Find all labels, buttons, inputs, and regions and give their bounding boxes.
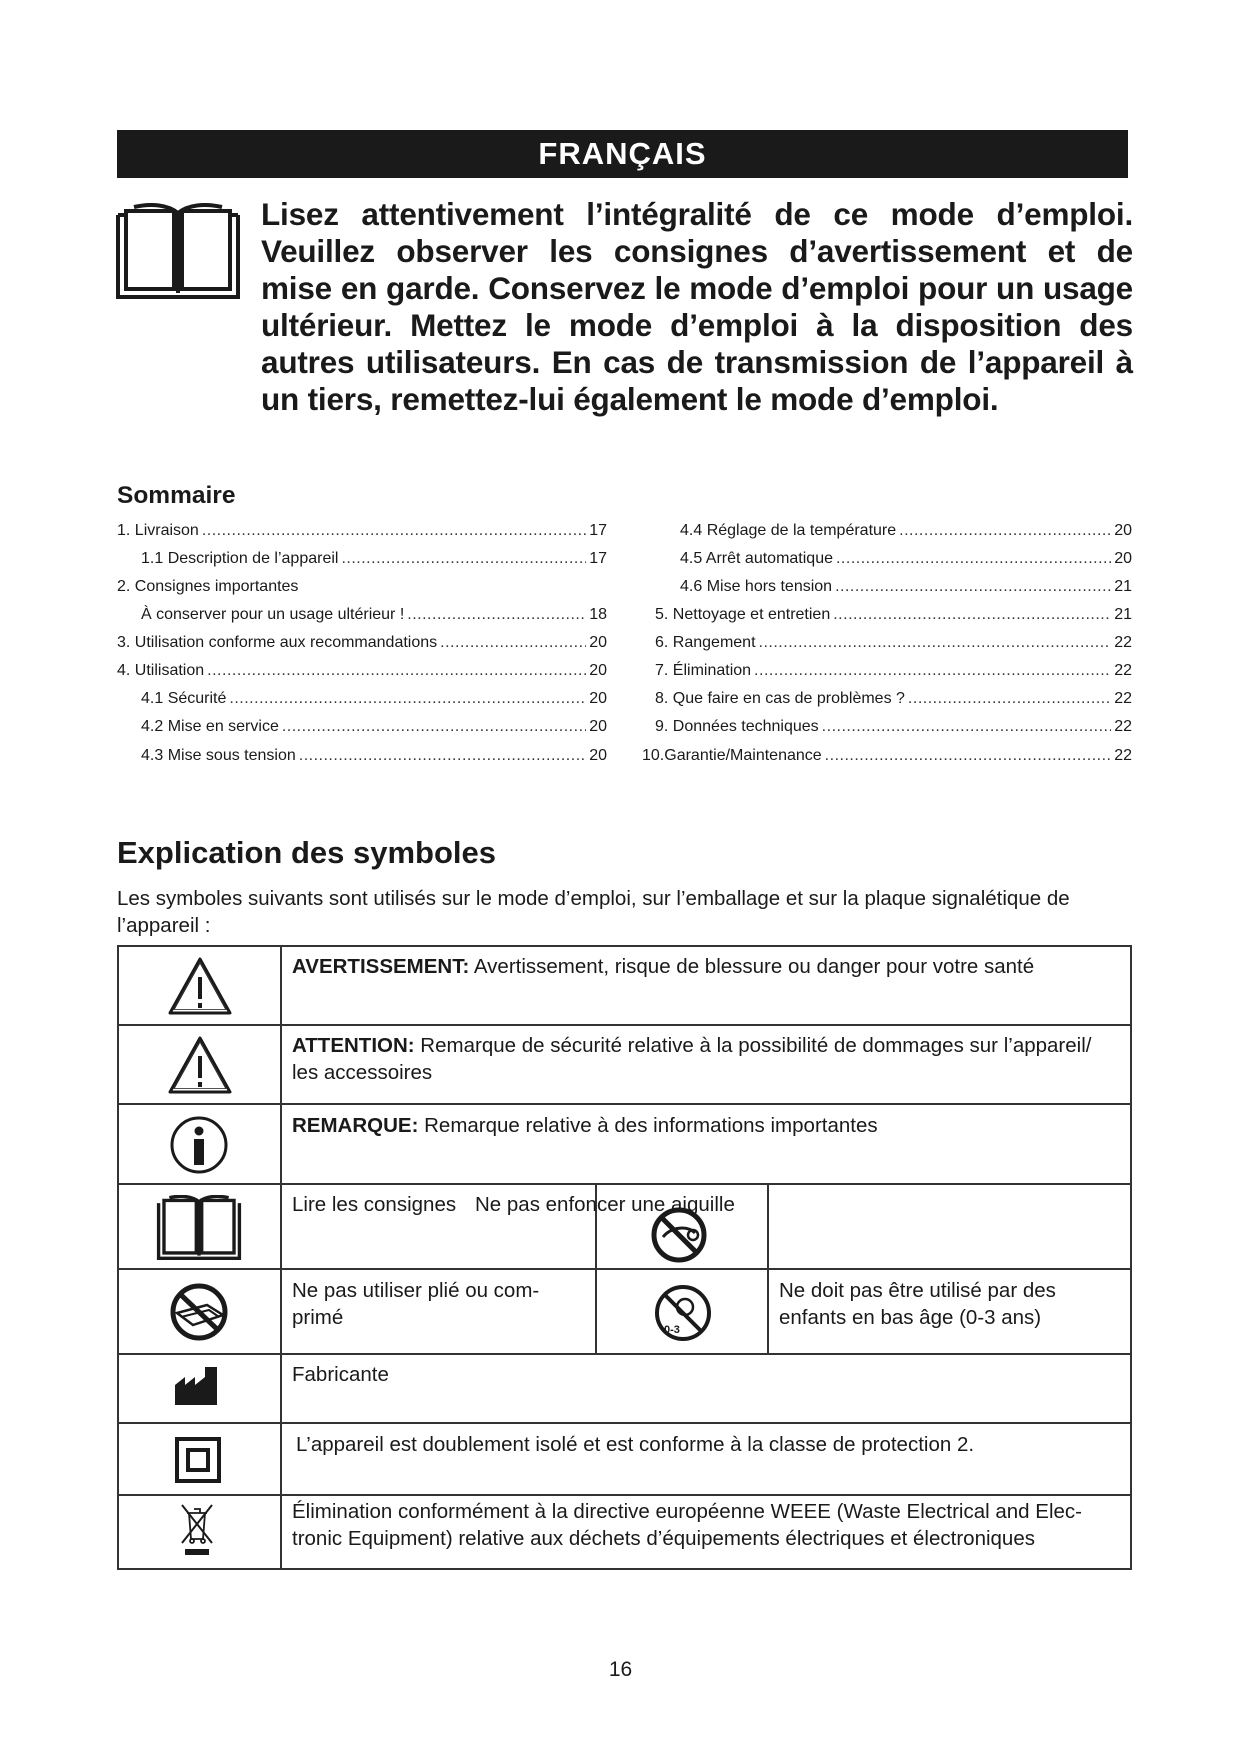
toc-item-label: 4.6 Mise hors tension	[680, 578, 833, 595]
toc-item	[117, 578, 607, 606]
toc-item-label: 2. Consignes importantes	[117, 578, 299, 595]
toc-item	[655, 690, 1132, 718]
toc-item-page: 22	[1114, 747, 1132, 764]
toc-item-page: 17	[589, 522, 607, 539]
toc-item	[117, 522, 607, 550]
toc-item-page: 20	[1114, 522, 1132, 539]
read-instructions-text: Lire les consignes	[292, 1193, 457, 1216]
toc-item	[680, 578, 1132, 606]
toc-item-label: 9. Données techniques	[655, 718, 819, 735]
toc-item-label: 7. Élimination	[655, 662, 752, 679]
intro-warning-text: Lisez attentivement l’intégralité de ce mode d’emploi. Veuillez observer les consignes d’avertissement et de mise en garde. Conservez le mode d’emploi pour un usage ultérieur. Mettez le mode d’emploi à la disposition des autres utilisateurs. En cas de transmission de l’appareil à un tiers, remettez-lui également le mode d’emploi.	[261, 196, 1133, 417]
double-insulation-icon	[175, 1437, 221, 1483]
book-icon	[116, 203, 240, 301]
toc-item-page: 20	[589, 662, 607, 679]
toc-item-page: 22	[1114, 690, 1132, 707]
toc-item-label: 4.2 Mise en service	[141, 718, 279, 735]
toc-item	[642, 747, 1132, 775]
note-text: Remarque relative à des informations importantes	[418, 1114, 878, 1137]
toc-item-label: 4.5 Arrêt automatique	[680, 550, 833, 567]
warning-label: AVERTISSEMENT:	[292, 955, 470, 978]
toc-item-page: 21	[1114, 606, 1132, 623]
toc-item-label: À conserver pour un usage ultérieur !	[141, 606, 405, 623]
caution-text: Remarque de sécurité relative à la possibilité de dommages sur l’appareil/ les accessoires	[292, 1034, 1092, 1084]
toc-item-page: 17	[589, 550, 607, 567]
toc-item-page: 20	[589, 718, 607, 735]
toc-item-label: 6. Rangement	[655, 634, 756, 651]
page-number: 16	[608, 1658, 633, 1681]
no-folding-icon	[167, 1283, 231, 1341]
toc-item	[141, 747, 607, 775]
no-children-text: Ne doit pas être utilisé par des enfants en bas âge (0-3 ans)	[779, 1279, 1056, 1329]
toc-item-page: 20	[589, 747, 607, 764]
toc-item-label: 10.Garantie/Maintenance	[642, 747, 822, 764]
toc-item-page: 22	[1114, 662, 1132, 679]
symbols-title: Explication des symboles	[117, 835, 497, 870]
toc-item	[655, 634, 1132, 662]
toc-item	[141, 606, 607, 634]
toc-item	[117, 634, 607, 662]
symbols-table	[117, 945, 1132, 1570]
toc-item	[141, 690, 607, 718]
symbols-intro: Les symboles suivants sont utilisés sur le mode d’emploi, sur l’emballage et sur la plaque signalétique de l’appareil :	[117, 887, 1070, 937]
toc-item-page: 20	[589, 634, 607, 651]
book-icon	[155, 1195, 243, 1261]
note-description	[292, 1112, 1122, 1139]
toc-item-label: 4.3 Mise sous tension	[141, 747, 296, 764]
factory-icon	[173, 1363, 221, 1407]
no-children-icon-label: 0-3	[664, 1324, 680, 1336]
warning-text: Avertissement, risque de blessure ou danger pour votre santé	[469, 955, 1035, 978]
toc-item-label: 4. Utilisation	[117, 662, 205, 679]
language-banner: FRANÇAIS	[117, 130, 1128, 178]
no-folding-text: Ne pas utiliser plié ou comprimé	[292, 1279, 540, 1329]
toc-item-page: 22	[1114, 718, 1132, 735]
toc-item-page: 20	[1114, 550, 1132, 567]
weee-bin-icon	[179, 1501, 215, 1557]
toc-item-label: 8. Que faire en cas de problèmes ?	[655, 690, 905, 707]
toc-item-label: 3. Utilisation conforme aux recommandations	[117, 634, 438, 651]
info-icon	[169, 1115, 229, 1175]
toc-item	[141, 550, 607, 578]
toc-item-page: 21	[1114, 578, 1132, 595]
toc-item-label: 5. Nettoyage et entretien	[655, 606, 831, 623]
no-pins-text: Ne pas enfoncer une aiguille	[475, 1193, 735, 1216]
toc-item-label: 1.1 Description de l’appareil	[141, 550, 339, 567]
toc-item	[117, 662, 607, 690]
warning-description	[292, 953, 1122, 980]
toc-item	[680, 522, 1132, 550]
class2-text: L’appareil est doublement isolé et est conforme à la classe de protection 2.	[296, 1433, 975, 1456]
toc-item	[680, 550, 1132, 578]
warning-triangle-icon	[167, 1034, 233, 1096]
toc-title: Sommaire	[117, 482, 236, 509]
manufacturer-text: Fabricante	[292, 1363, 389, 1386]
toc-item-page: 22	[1114, 634, 1132, 651]
note-label: REMARQUE:	[292, 1114, 419, 1137]
toc-item-page: 20	[589, 690, 607, 707]
toc-item-label: 4.4 Réglage de la température	[680, 522, 897, 539]
toc-item	[141, 718, 607, 746]
no-children-icon	[651, 1283, 715, 1343]
weee-text: Élimination conformément à la directive européenne WEEE (Waste Electrical and Electronic Equipment) relative aux déchets d’équipements électriques et électroniques	[292, 1500, 1082, 1550]
toc-item	[655, 662, 1132, 690]
caution-description	[292, 1032, 1122, 1086]
caution-label: ATTENTION:	[292, 1034, 415, 1057]
toc-item-label: 1. Livraison	[117, 522, 199, 539]
toc-item-label: 4.1 Sécurité	[141, 690, 227, 707]
toc-item	[655, 718, 1132, 746]
toc-item-page: 18	[589, 606, 607, 623]
warning-triangle-icon	[167, 955, 233, 1017]
toc-item	[655, 606, 1132, 634]
